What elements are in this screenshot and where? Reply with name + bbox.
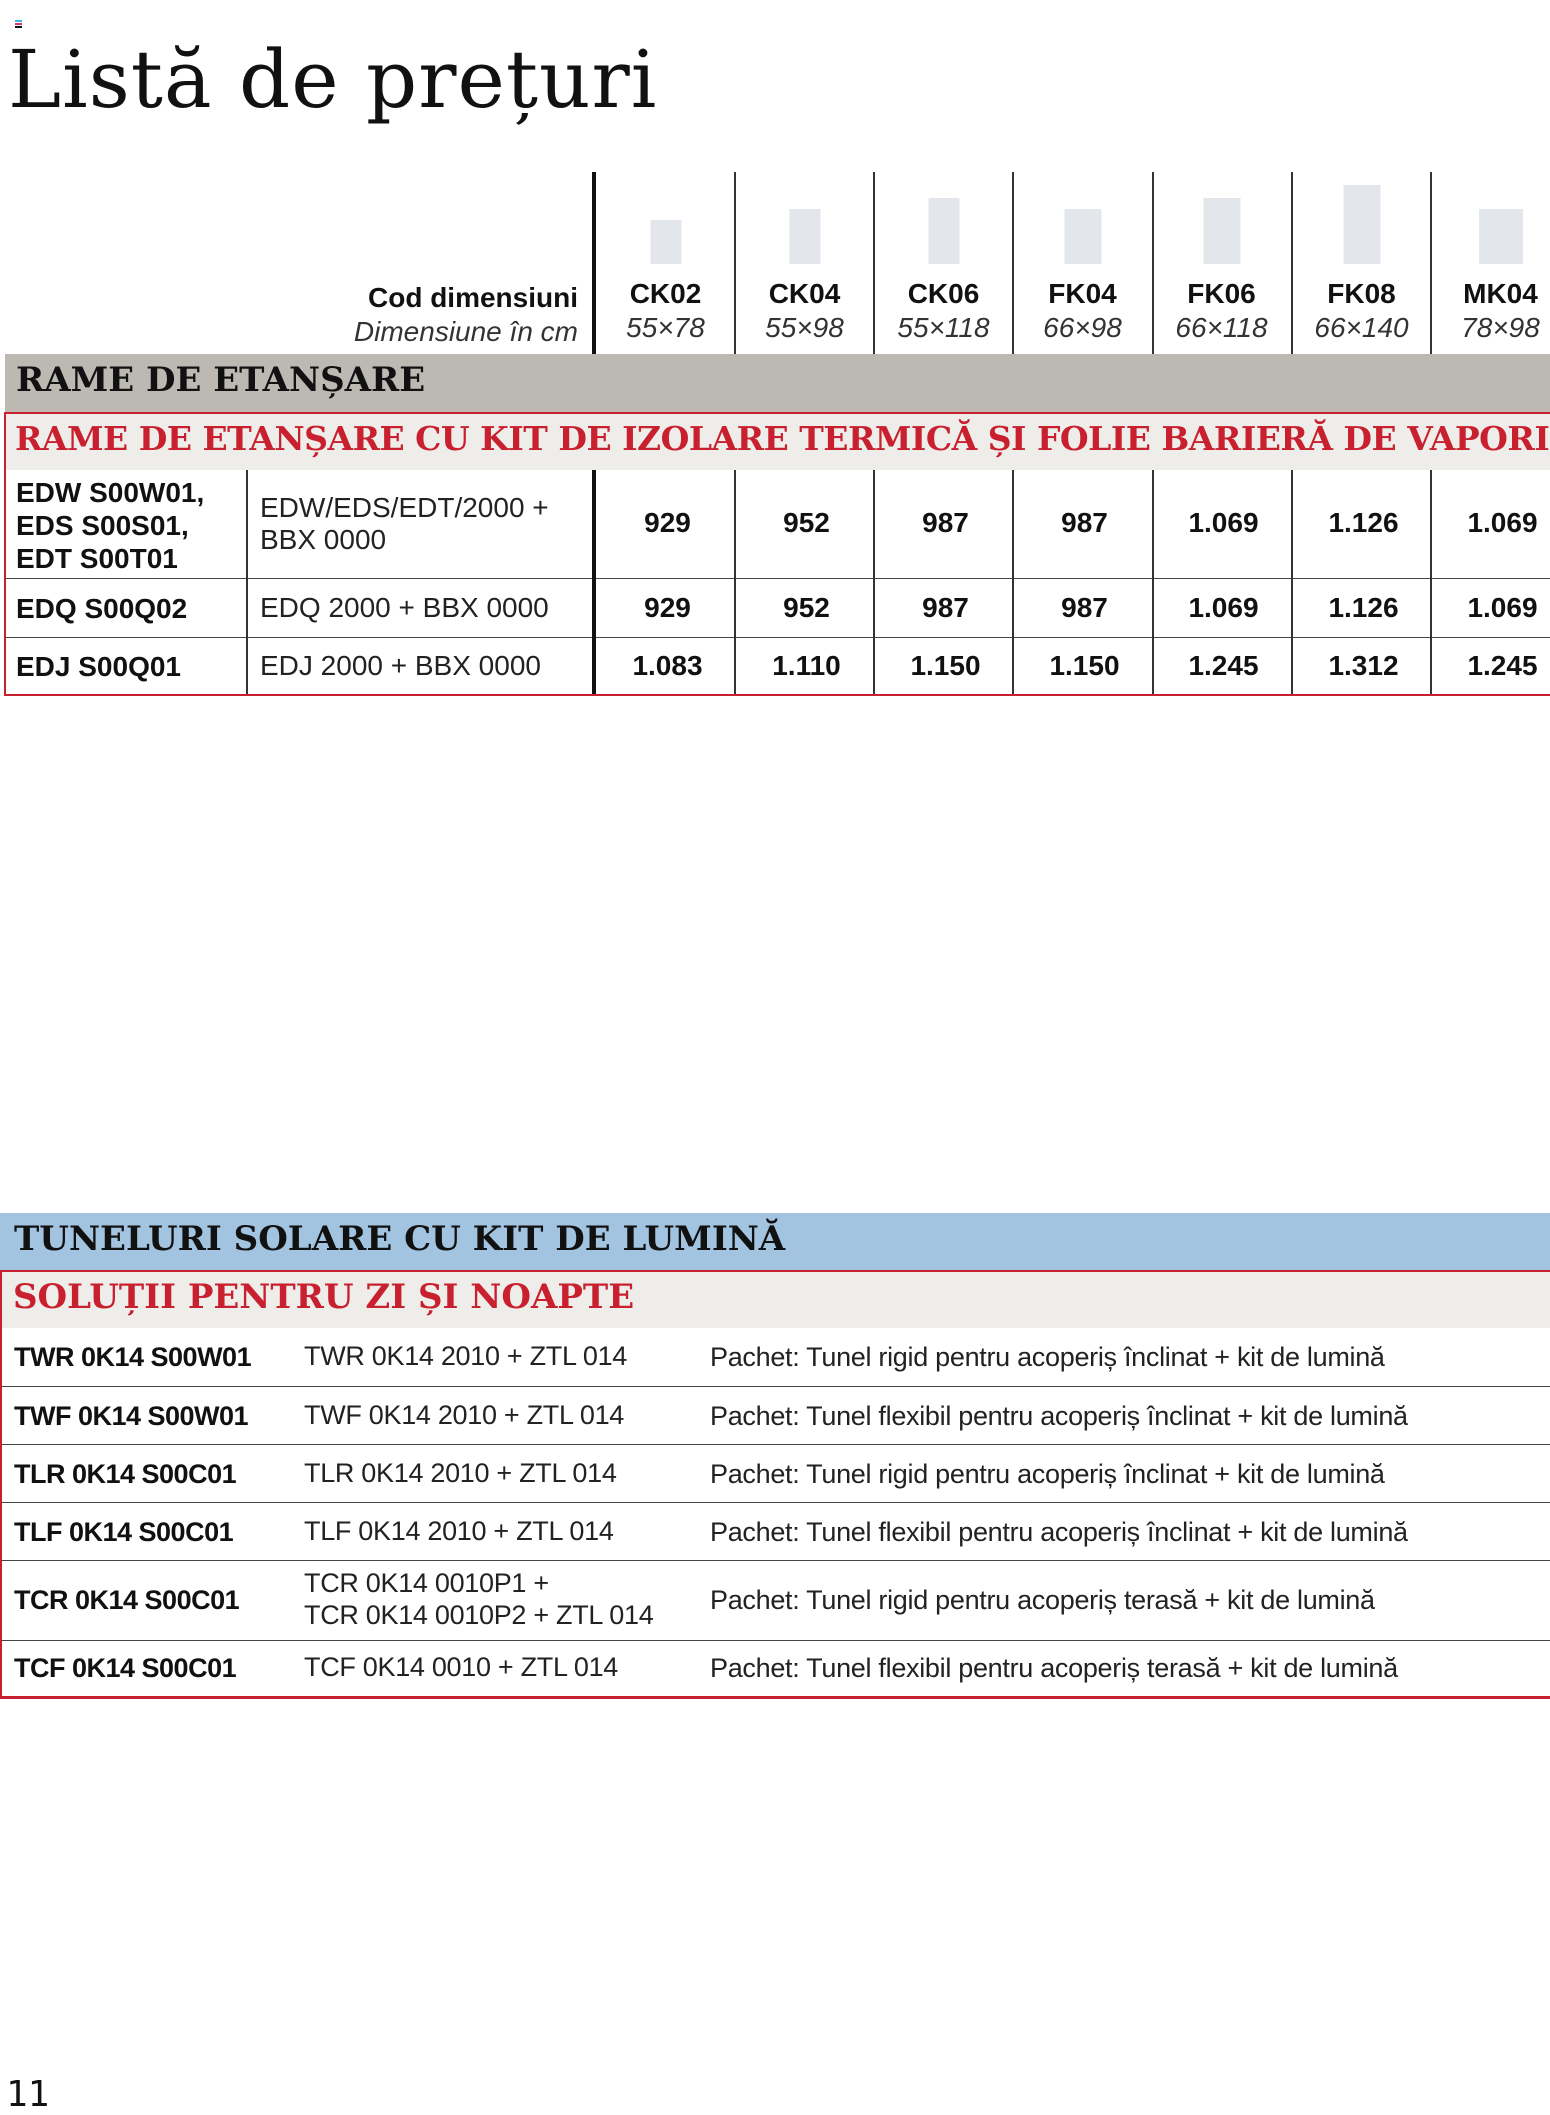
components: TWR 0K14 2010 + ZTL 014 [304,1341,628,1371]
components: TCF 0K14 0010 + ZTL 014 [304,1652,619,1682]
price-cell: 987 [922,592,969,623]
column-size: 66×118 [1175,312,1268,343]
column-divider [1291,470,1293,694]
components [304,1567,653,1631]
page-number: 11 [6,2074,50,2115]
column-divider [873,470,875,694]
price-cell: 1.150 [910,650,981,681]
description: Pachet: Tunel flexibil pentru acoperiș înclinat + kit de lumină [710,1401,1408,1431]
price-cell: 952 [783,592,830,623]
table-row [2,1561,1550,1641]
description: Pachet: Tunel flexibil pentru acoperiș înclinat + kit de lumină [710,1517,1408,1547]
product-code: TCF 0K14 S00C01 [14,1653,237,1683]
price-cell: 1.126 [1328,507,1399,538]
column-code: FK06 [1187,278,1256,309]
components: TWF 0K14 2010 + ZTL 014 [304,1400,625,1430]
components [260,492,549,556]
table-row [6,579,1550,638]
column-divider [1012,470,1014,694]
section-title: RAME DE ETANȘARE [16,360,426,400]
description: Pachet: Tunel flexibil pentru acoperiș terasă + kit de lumină [710,1653,1398,1683]
product-code: TLF 0K14 S00C01 [14,1517,234,1547]
price-cell: 987 [922,507,969,538]
column-code: FK08 [1327,278,1396,309]
column-header [874,172,1013,352]
price-cell: 1.150 [1049,650,1120,681]
product-code: TLR 0K14 S00C01 [14,1459,237,1489]
description: Pachet: Tunel rigid pentru acoperiș terasă + kit de lumină [710,1585,1375,1615]
column-size: 55×118 [897,312,990,343]
table-row [2,1503,1550,1561]
column-code: CK06 [907,278,980,309]
description: Pachet: Tunel rigid pentru acoperiș înclinat + kit de lumină [710,1342,1385,1372]
component-line: EDW/EDS/EDT/2000 + [260,492,549,523]
description: Pachet: Tunel rigid pentru acoperiș înclinat + kit de lumină [710,1459,1385,1489]
subsection-title: SOLUȚII PENTRU ZI ȘI NOAPTE [13,1277,635,1317]
components: EDJ 2000 + BBX 0000 [260,650,541,681]
price-cell: 1.245 [1188,650,1259,681]
window-size-icon [928,198,959,264]
column-size: 66×140 [1314,312,1409,343]
page-title: Listă de prețuri [8,32,658,126]
column-header [1431,172,1550,352]
product-code [16,476,204,575]
column-code: FK04 [1048,278,1117,309]
section-title: TUNELURI SOLARE CU KIT DE LUMINĂ [14,1219,786,1259]
column-size: 55×78 [626,312,705,343]
column-code: CK02 [629,278,702,309]
column-divider [734,470,736,694]
product-code: TCR 0K14 S00C01 [14,1585,240,1615]
price-cell: 1.245 [1467,650,1538,681]
price-cell: 987 [1061,507,1108,538]
price-cell: 952 [783,507,830,538]
column-header [1013,172,1152,352]
column-header [1152,172,1291,352]
subsection-title: RAME DE ETANȘARE CU KIT DE IZOLARE TERMICĂ ȘI FOLIE BARIERĂ DE VAPORI [15,419,1550,458]
code-line: EDT S00T01 [16,543,178,574]
window-size-icon [789,209,820,264]
window-size-icon [1064,209,1101,264]
table-row [2,1445,1550,1503]
price-cell: 987 [1061,592,1108,623]
column-divider [1152,470,1154,694]
product-code: EDQ S00Q02 [16,593,188,624]
window-size-icon [650,220,681,264]
size-code-label: Cod dimensiuni [368,282,578,313]
price-cell: 1.126 [1328,592,1399,623]
column-divider [246,470,248,694]
dimension-label: Dimensiune în cm [353,316,578,347]
component-line: TCR 0K14 0010P2 + ZTL 014 [304,1600,654,1630]
window-size-icon [1343,185,1380,264]
column-size: 55×98 [765,312,844,343]
column-header [735,172,874,352]
print-registration-marks [15,20,22,29]
code-line: EDW S00W01, [16,477,205,508]
table-row [6,470,1550,579]
components: TLR 0K14 2010 + ZTL 014 [304,1458,617,1488]
column-size: 78×98 [1461,312,1540,343]
code-line: EDS S00S01, [16,510,189,541]
price-cell: 1.069 [1188,592,1259,623]
table-row [6,638,1550,694]
column-header [596,172,735,352]
column-code: CK04 [768,278,841,309]
price-cell: 1.312 [1328,650,1399,681]
table-row [2,1641,1550,1696]
components: EDQ 2000 + BBX 0000 [260,592,549,623]
product-code: TWF 0K14 S00W01 [14,1401,249,1431]
column-size: 66×98 [1043,312,1122,343]
component-line: BBX 0000 [260,524,387,555]
price-cell: 1.069 [1467,507,1538,538]
product-code: EDJ S00Q01 [16,651,181,682]
table-body [0,1328,1550,1699]
price-cell: 1.069 [1188,507,1259,538]
column-divider [1430,470,1432,694]
product-code: TWR 0K14 S00W01 [14,1342,252,1372]
table-row [2,1387,1550,1445]
components: TLF 0K14 2010 + ZTL 014 [304,1516,614,1546]
window-size-icon [1479,209,1523,264]
table-body [4,470,1550,696]
column-code: MK04 [1463,278,1538,309]
column-header [1292,172,1431,352]
component-line: TCR 0K14 0010P1 + [304,1568,549,1598]
window-size-icon [1203,198,1240,264]
price-cell: 929 [644,592,691,623]
price-cell: 1.110 [772,650,841,681]
price-cell: 1.069 [1467,592,1538,623]
column-divider-thick [592,470,596,694]
price-cell: 1.083 [632,650,703,681]
table-row [2,1328,1550,1387]
price-cell: 929 [644,507,691,538]
